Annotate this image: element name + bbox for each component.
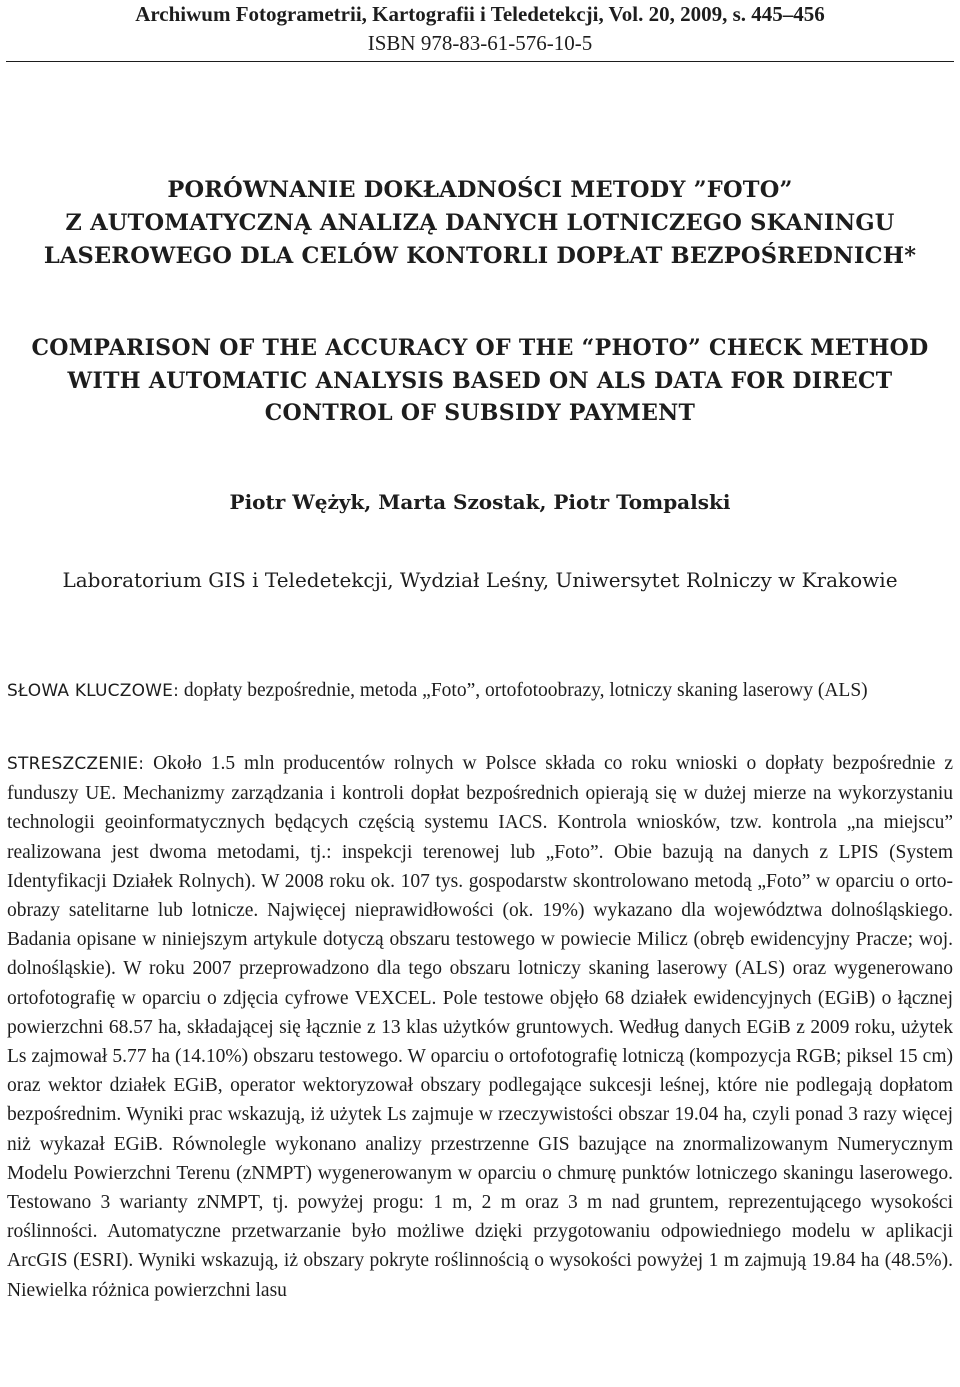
title-english-line: WITH AUTOMATIC ANALYSIS BASED ON ALS DATA FOR DIRECT <box>67 367 893 394</box>
journal-header: Archiwum Fotogrametrii, Kartografii i Teledetekcji, Vol. 20, 2009, s. 445–456 <box>135 2 825 26</box>
header-rule <box>6 61 954 62</box>
abstract-text: Około 1.5 mln producentów rolnych w Polsce składa co roku wnioski o dopłaty bezpośrednie z funduszy UE. Mechanizmy zarządzania i kontroli dopłat bezpośrednich opierają się w dużej mierze na wykorzystaniu technologii geoinformatycznych będących częścią systemu IACS. Kontrola wniosków, tzw. kontrola „na miejscu” realizowana jest dwoma metodami, tj.: inspekcji terenowej lub „Foto”. Obie bazują na danych z LPIS (System Identyfikacji Działek Rolnych). W 2008 roku ok. 107 tys. gospodarstw skontrolowano metodą „Foto” w oparciu o ortoobrazy satelitarne lub lotnicze. Najwięcej nieprawidłowości (ok. 19%) wykazano dla województwa dolnośląskiego. Badania opisane w niniejszym artykule dotyczą obszaru testowego w powiecie Milicz (obręb ewidencyjny Pracze; woj. dolnośląskie). W roku 2007 przeprowadzono dla tego obszaru lotniczy skaning laserowy (ALS) oraz wygenerowano ortofotografię w oparciu o zdjęcia cyfrowe VEXCEL. Pole testowe objęło 68 działek ewidencyjnych (EGiB) o łącznej powierzchni 68.57 ha, składającej się łącznie z 13 klas użytków gruntowych. Według danych EGiB z 2009 roku, użytek Ls zajmował 5.77 ha (14.10%) obszaru testowego. W oparciu o ortofotografię lotniczą (kompozycja RGB; piksel 15 cm) oraz wektor działek EGiB, operator wektoryzował obszary podlegające sukcesji leśnej, które nie podlegają dopłatom bezpośrednim. Wyniki prac wskazują, iż użytek Ls zajmuje w rzeczywistości obszar 19.04 ha, czyli ponad 3 razy więcej niż wykazał EGiB. Równolegle wykonano analizy przestrzenne GIS bazujące na znormalizowanym Numerycznym Modelu Powierzchni Terenu (zNMPT) wygenerowanym w oparciu o chmurę punktów lotniczego skaningu laserowego. Testowano 3 warianty zNMPT, tj. powyżej progu: 1 m, 2 m oraz 3 m nad gruntem, reprezentującego wysokości roślinności. Automatyczne przetwarzanie było możliwe dzięki przygotowaniu odpowiedniego modelu w aplikacji ArcGIS (ESRI). Wyniki wskazują, iż obszary pokryte roślinnością o wysokości powyżej 1 m zajmują 19.84 ha (48.5%). Niewielka różnica powierzchni lasu <box>7 753 954 1301</box>
title-polish-line: LASEROWEGO DLA CELÓW KONTORLI DOPŁAT BEZPOŚREDNICH* <box>43 243 917 269</box>
keywords-paragraph <box>7 676 953 706</box>
title-english-line: COMPARISON OF THE ACCURACY OF THE “PHOTO” CHECK METHOD <box>31 335 929 361</box>
affiliation: Laboratorium GIS i Teledetekcji, Wydział Leśny, Uniwersytet Rolniczy w Krakowie <box>62 568 898 592</box>
keywords-label: SŁOWA KLUCZOWE: <box>7 681 180 701</box>
title-polish-line: Z AUTOMATYCZNĄ ANALIZĄ DANYCH LOTNICZEGO SKANINGU <box>65 210 895 236</box>
keywords-text: dopłaty bezpośrednie, metoda „Foto”, ortofotoobrazy, lotniczy skaning laserowy (ALS) <box>183 680 868 701</box>
abstract-label: STRESZCZENIE: <box>7 754 145 774</box>
title-polish-line: PORÓWNANIE DOKŁADNOŚCI METODY ”FOTO” <box>167 177 793 203</box>
authors: Piotr Wężyk, Marta Szostak, Piotr Tompalski <box>229 490 731 514</box>
title-english-line: CONTROL OF SUBSIDY PAYMENT <box>264 400 696 426</box>
title-english <box>0 332 960 430</box>
isbn-line: ISBN 978-83-61-576-10-5 <box>367 31 593 55</box>
abstract-paragraph <box>7 749 953 1305</box>
title-polish <box>0 174 960 273</box>
